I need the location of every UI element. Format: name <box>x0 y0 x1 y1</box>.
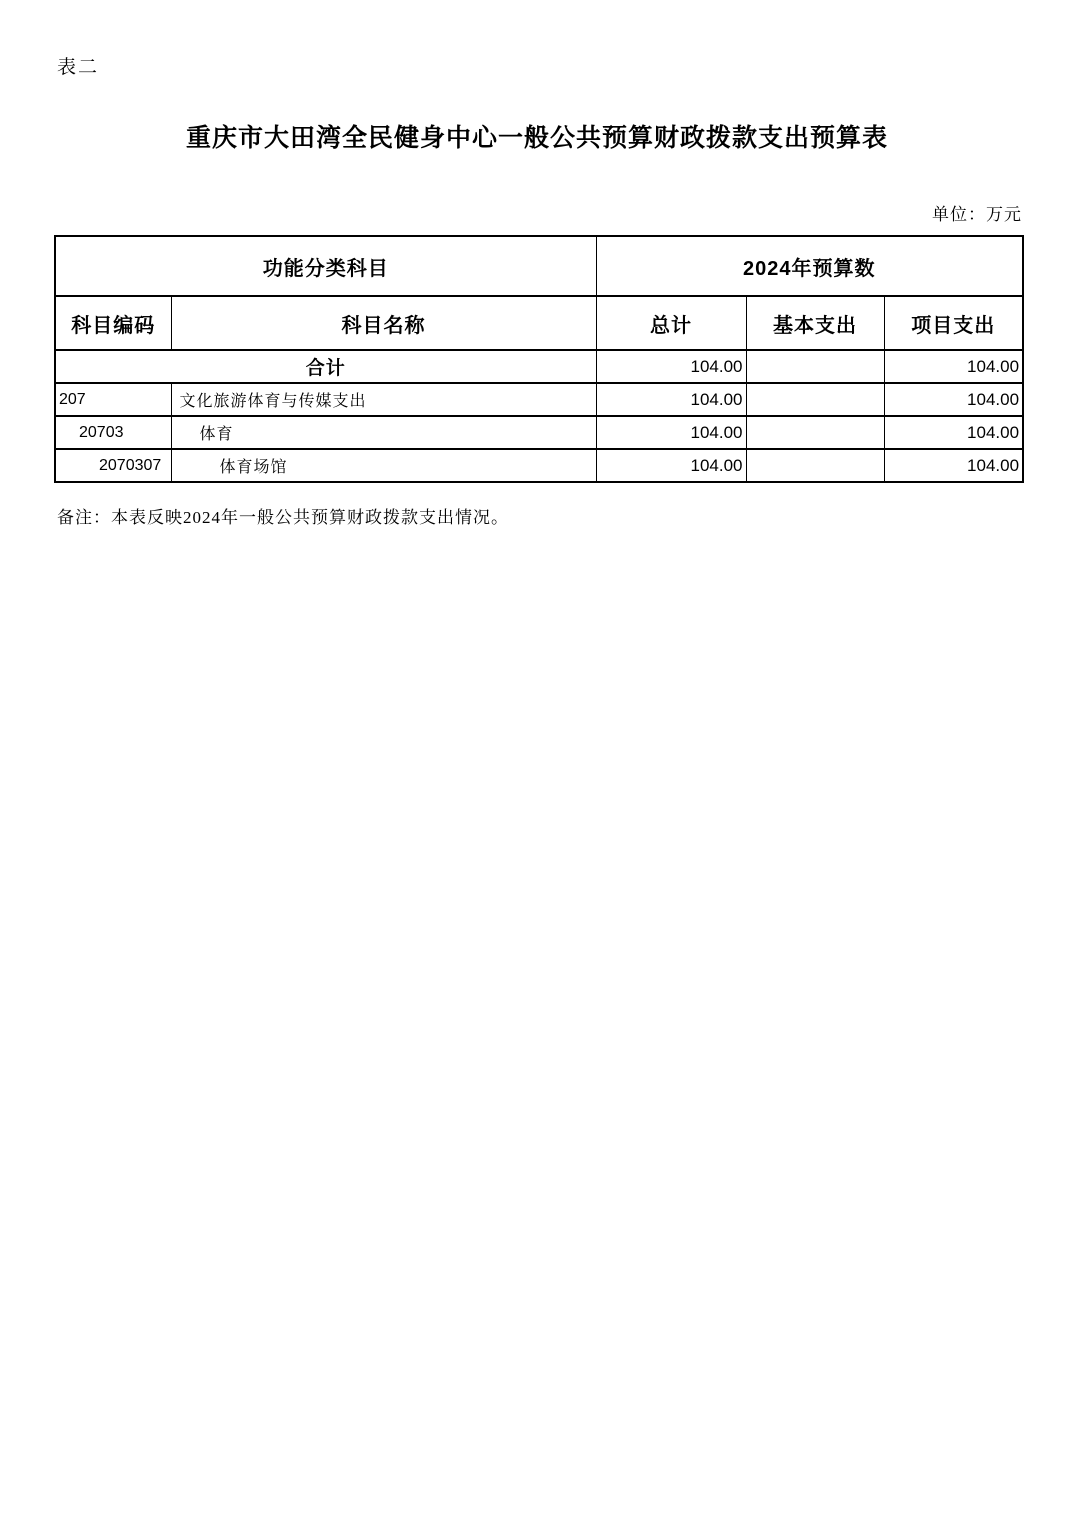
row-basic-value <box>746 383 884 416</box>
row-project-value: 104.00 <box>884 383 1023 416</box>
row-total-value: 104.00 <box>596 383 746 416</box>
col-header-total: 总计 <box>596 296 746 350</box>
row-name: 文化旅游体育与传媒支出 <box>171 383 596 416</box>
unit-note: 单位：万元 <box>932 205 1022 224</box>
total-row-project-value: 104.00 <box>884 350 1023 383</box>
row-code: 2070307 <box>55 449 171 482</box>
col-header-subject-name: 科目名称 <box>171 296 596 350</box>
table-number-label: 表二 <box>57 57 100 78</box>
row-project-value: 104.00 <box>884 416 1023 449</box>
row-name: 体育 <box>171 416 596 449</box>
footnote-remark: 备注：本表反映2024年一般公共预算财政拨款支出情况。 <box>57 508 509 527</box>
table-row-total <box>55 350 1023 383</box>
table-row <box>55 449 1023 482</box>
total-row-total-value: 104.00 <box>596 350 746 383</box>
header-columns-row <box>55 296 1023 350</box>
row-total-value: 104.00 <box>596 449 746 482</box>
row-code: 207 <box>55 383 171 416</box>
header-functional-classification: 功能分类科目 <box>55 236 596 296</box>
budget-table <box>54 235 1024 483</box>
row-basic-value <box>746 449 884 482</box>
page-title: 重庆市大田湾全民健身中心一般公共预算财政拨款支出预算表 <box>185 125 888 152</box>
row-total-value: 104.00 <box>596 416 746 449</box>
row-name: 体育场馆 <box>171 449 596 482</box>
col-header-basic-expenditure: 基本支出 <box>746 296 884 350</box>
header-group-row <box>55 236 1023 296</box>
table-row <box>55 416 1023 449</box>
table-row <box>55 383 1023 416</box>
total-row-basic-value <box>746 350 884 383</box>
row-project-value: 104.00 <box>884 449 1023 482</box>
header-2024-budget: 2024年预算数 <box>596 236 1023 296</box>
row-basic-value <box>746 416 884 449</box>
col-header-project-expenditure: 项目支出 <box>884 296 1023 350</box>
col-header-subject-code: 科目编码 <box>55 296 171 350</box>
row-code: 20703 <box>55 416 171 449</box>
total-row-label: 合计 <box>55 350 596 383</box>
